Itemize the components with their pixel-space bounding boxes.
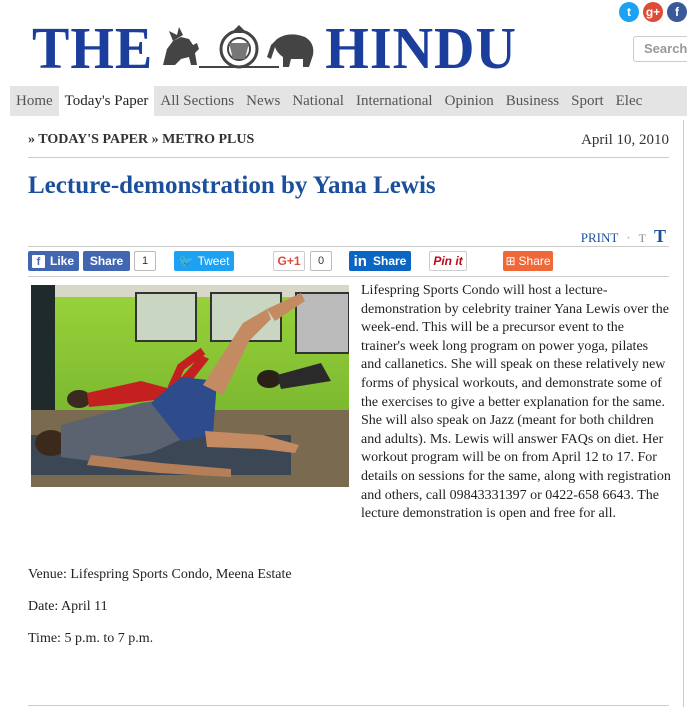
- share-bar: [28, 251, 669, 271]
- nav-item-international[interactable]: International: [355, 93, 433, 109]
- divider: [28, 246, 669, 247]
- facebook-like-label: Like: [50, 254, 75, 268]
- pinterest-button[interactable]: Pin it: [429, 251, 467, 271]
- divider: [28, 276, 669, 277]
- nav-item-national[interactable]: National: [292, 93, 344, 109]
- nav-item-news[interactable]: News: [246, 93, 281, 109]
- breadcrumb-metro-plus[interactable]: METRO PLUS: [162, 132, 255, 147]
- nav-item-home[interactable]: Home: [16, 93, 53, 109]
- facebook-like-button[interactable]: [28, 251, 79, 271]
- linkedin-icon: in: [353, 252, 367, 270]
- facebook-icon[interactable]: f: [667, 2, 687, 22]
- googleplus-icon[interactable]: g+: [643, 2, 663, 22]
- article-body: Lifespring Sports Condo will host a lecture-demonstration by celebrity trainer Yana Lewis over the week-end. This will be a precursor event to the trainer's week long program on power yoga, pilates and callanetics. She will speak on these relatively new forms of physical workouts, and demonstrate some of the exercises to give a better explanation for the same. She will also speak on Jazz (meant for both children and adults). Ms. Lewis will answer FAQs on diet. Her workout program will be on from April 12 to 17. For details on sessions for the same, along with registration and others, call 09843331397 or 0422-658 6643. The lecture demonstration is open and free for all.: [361, 283, 671, 522]
- divider: [28, 705, 669, 706]
- social-links: [619, 2, 687, 22]
- nav-item-all-sections[interactable]: All Sections: [160, 93, 235, 109]
- tweet-label: Tweet: [197, 254, 230, 268]
- event-time: Time: 5 p.m. to 7 p.m.: [28, 631, 154, 646]
- tweet-button[interactable]: [174, 251, 234, 271]
- site-logo[interactable]: [32, 18, 517, 80]
- twitter-bird-icon: 🐦: [178, 254, 194, 268]
- googleplus-button[interactable]: G+1: [273, 251, 305, 271]
- logo-text-right: HINDU: [325, 16, 517, 82]
- nav-item-todays-paper[interactable]: Today's Paper: [59, 86, 155, 116]
- logo-text-left: THE: [32, 16, 154, 82]
- plus-icon: ⊞: [505, 254, 516, 268]
- publish-date: April 10, 2010: [581, 132, 669, 148]
- logo-emblem-icon: [159, 23, 319, 75]
- nav-item-opinion[interactable]: Opinion: [444, 93, 494, 109]
- breadcrumb-separator: »: [28, 132, 35, 147]
- event-date: Date: April 11: [28, 599, 108, 614]
- main-nav: [10, 86, 687, 116]
- increase-font-button[interactable]: T: [653, 226, 666, 246]
- decrease-font-button[interactable]: T: [638, 231, 646, 245]
- nav-item-business[interactable]: Business: [505, 93, 560, 109]
- print-link[interactable]: PRINT: [580, 230, 619, 245]
- twitter-icon[interactable]: t: [619, 2, 639, 22]
- linkedin-share-label: Share: [372, 254, 407, 268]
- article-photo[interactable]: [31, 285, 349, 487]
- nav-item-sport[interactable]: Sport: [571, 93, 604, 109]
- nav-item-elections[interactable]: Elec: [615, 93, 643, 109]
- breadcrumb: [28, 132, 254, 148]
- divider: [683, 120, 684, 707]
- breadcrumb-separator: »: [151, 132, 159, 147]
- article-tools: [581, 226, 666, 247]
- tools-separator: ·: [626, 230, 631, 245]
- share-plus-label: Share: [518, 254, 551, 268]
- divider: [28, 157, 669, 158]
- facebook-share-count: 1: [134, 251, 156, 271]
- breadcrumb-todays-paper[interactable]: TODAY'S PAPER: [38, 132, 149, 147]
- event-venue: Venue: Lifespring Sports Condo, Meena Estate: [28, 567, 292, 582]
- facebook-share-button[interactable]: Share: [83, 251, 130, 271]
- search-input[interactable]: Search: [633, 36, 687, 62]
- facebook-icon: f: [32, 255, 45, 268]
- site-header: [0, 0, 687, 86]
- article-title: Lecture-demonstration by Yana Lewis: [28, 172, 436, 199]
- share-plus-button[interactable]: [503, 251, 553, 271]
- linkedin-share-button[interactable]: [349, 251, 411, 271]
- googleplus-count: 0: [310, 251, 332, 271]
